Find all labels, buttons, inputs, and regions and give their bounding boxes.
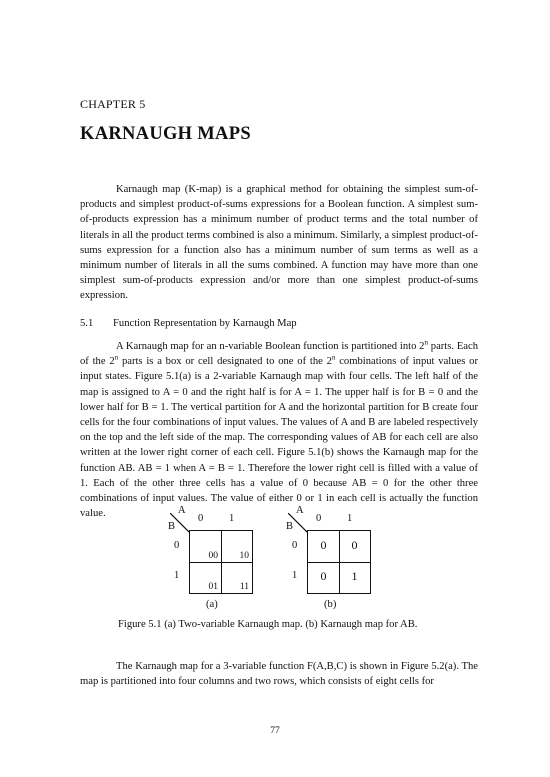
function-value: 1 <box>351 569 358 583</box>
body1-part1: A Karnaugh map for an n-variable Boolean function is partitioned into 2 <box>116 341 425 352</box>
body-text-1 <box>80 339 478 521</box>
superscript-n: n <box>114 353 119 362</box>
kmap-cell <box>190 531 221 562</box>
intro-text: Karnaugh map (K-map) is a graphical method for obtaining the simplest sum-of-products and simplest product-of-sums expressions for a Boolean function. A simplest sum-of-products expression has a minimum number of product terms and the total number of literals in all the product terms combined is also a minimum. Similarly, a simplest product-of-sums expression for a function also has a minimum number of sum terms as well as a minimum number of literals in all the sums combined. A function may have more than one simplest sum-of-products expression and/or more than one simplest product-of-sums expression. <box>80 184 478 302</box>
body1-part2: parts. Each of the 2 <box>80 341 478 368</box>
sublabel-a: (a) <box>206 599 218 610</box>
column-label: 0 <box>198 513 204 524</box>
cell-index: 00 <box>208 551 218 561</box>
sublabel-b: (b) <box>324 599 337 610</box>
body-paragraph-1 <box>80 339 478 521</box>
variable-b-label: B <box>286 521 294 532</box>
row-label: 1 <box>292 570 298 581</box>
chapter-title: KARNAUGH MAPS <box>80 124 251 144</box>
superscript-n: n <box>424 338 428 347</box>
function-value: 0 <box>320 538 327 552</box>
variable-a-label: A <box>178 505 186 516</box>
chapter-label: CHAPTER 5 <box>80 97 146 111</box>
kmap-cell <box>308 531 339 562</box>
section-heading <box>80 318 297 329</box>
row-label: 0 <box>292 540 298 551</box>
cell-index: 10 <box>239 551 249 561</box>
row-label: 1 <box>174 570 180 581</box>
kmap-cell <box>221 531 252 562</box>
row-label: 0 <box>174 540 180 551</box>
function-value: 0 <box>320 569 327 583</box>
karnaugh-map-a <box>160 504 270 592</box>
figure-caption: Figure 5.1 (a) Two-variable Karnaugh map. (b) Karnaugh map for AB. <box>118 619 418 630</box>
section-number: 5.1 <box>80 318 94 329</box>
section-title: Function Representation by Karnaugh Map <box>113 318 297 329</box>
body1-part4: combinations of input values or input states. Figure 5.1(a) is a 2-variable Karnaugh map with four cells. The left half of the map is assigned to A = 0 and the right half is for A = 1. The upper half is for B = 0 and the lower half for B = 1. The vertical partition for A and the horizontal partition for B create four cells for the four combinations of input values. The values of A and B are labeled respectively on the top and the left side of the map. The corresponding values of AB for each cell are also written at the lower right corner of each cell. Figure 5.1(b) shows the Karnaugh map for the function AB. AB = 1 when A = B = 1. Therefore the lower right cell is filled with a value of 1. Each of the other three cells has a value of 0 because AB = 0 for the other three combinations of input values. The value of either 0 or 1 in each cell is actually the function value. <box>80 356 478 520</box>
variable-a-label: A <box>296 505 304 516</box>
kmap-cell <box>308 562 339 593</box>
function-value: 0 <box>351 538 358 552</box>
superscript-n: n <box>331 353 336 362</box>
column-label: 0 <box>316 513 322 524</box>
kmap-cell <box>190 562 221 593</box>
cell-index: 01 <box>208 582 218 592</box>
body1-part3: parts is a box or cell designated to one of the 2 <box>118 356 332 368</box>
intro-paragraph <box>80 182 478 304</box>
page-number: 77 <box>270 726 280 736</box>
column-label: 1 <box>229 513 235 524</box>
kmap-grid <box>189 530 253 594</box>
variable-b-label: B <box>168 521 176 532</box>
body-text-2: The Karnaugh map for a 3-variable function F(A,B,C) is shown in Figure 5.2(a). The map is partitioned into four columns and two rows, which consists of eight cells for <box>80 661 478 688</box>
kmap-cell <box>339 562 370 593</box>
body-paragraph-2 <box>80 659 478 689</box>
cell-index: 11 <box>239 582 249 592</box>
kmap-cell <box>339 531 370 562</box>
kmap-grid <box>307 530 371 594</box>
column-label: 1 <box>347 513 353 524</box>
kmap-cell <box>221 562 252 593</box>
karnaugh-map-b <box>278 504 388 584</box>
